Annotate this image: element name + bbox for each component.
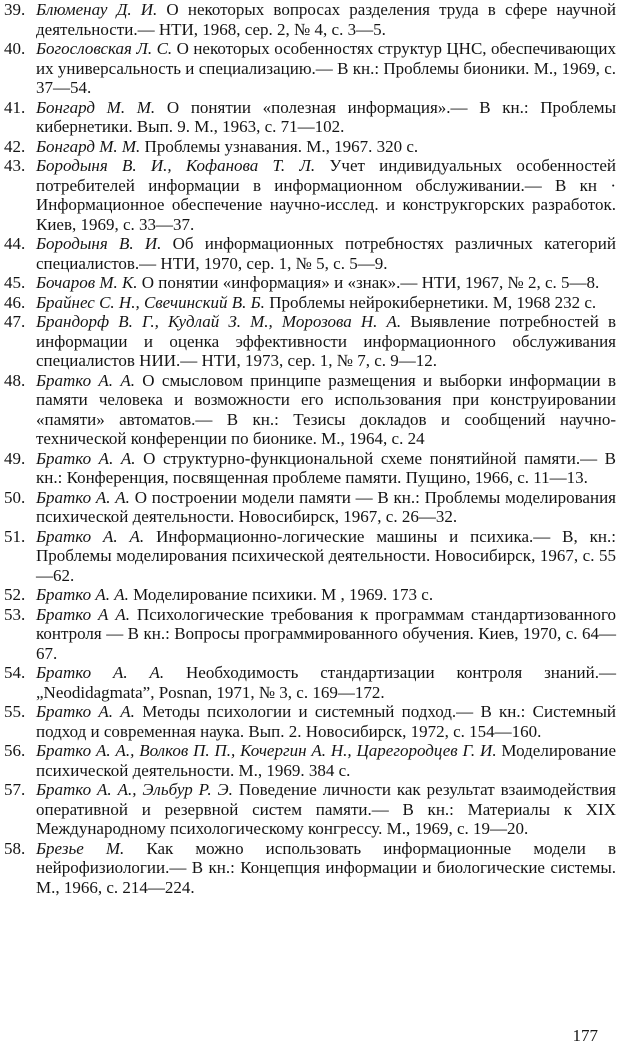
entry-author: Блюменау Д. И.: [36, 0, 158, 19]
bibliography-entry: [4, 39, 616, 98]
entry-text: Информационно-логические машины и психика.— В, кн.: Проблемы моделирования психической деятельности. Новосибирск, 1967, с. 55—62.: [36, 526, 616, 585]
entry-number: 51.: [4, 526, 26, 546]
bibliography-entry: [4, 98, 616, 137]
bibliography-entry: [4, 702, 616, 741]
bibliography-entry: [4, 449, 616, 488]
entry-author: Братко А. А.: [36, 585, 129, 604]
entry-text: Проблемы нейрокибернетики. М, 1968 232 с.: [264, 292, 597, 312]
entry-text: Выявление потребностей в информации и оценка эффективности информационного обслуживания специалистов НИИ.— НТИ, 1973, сер. 1, № 7, с. 9—12.: [36, 312, 616, 370]
bibliography-entry: [4, 234, 616, 273]
entry-text: О понятии «информация» и «знак».— НТИ, 1967, № 2, с. 5—8.: [137, 273, 600, 292]
entry-number: 57.: [4, 780, 26, 799]
bibliography-entry: [4, 605, 616, 664]
bibliography-entry: [4, 663, 616, 702]
entry-text: Необходимость стандартизации контроля знаний.— „Neodidagmata”, Posnan, 1971, № 3, с. 169—172.: [36, 663, 616, 702]
entry-author: Братко А. А.: [36, 487, 130, 507]
bibliography-entry: [4, 273, 616, 293]
entry-author: Бонгард М. М.: [36, 97, 156, 117]
entry-author: Братко А. А.: [36, 448, 136, 468]
entry-number: 49.: [4, 448, 26, 468]
entry-author: Братко А А.: [36, 604, 130, 624]
entry-number: 53.: [4, 604, 26, 624]
entry-text: Об информационных потребностях различных категорий специалистов.— НТИ, 1970, сер. 1, № 5, с. 5—9.: [36, 234, 616, 273]
entry-number: 50.: [4, 487, 26, 507]
entry-text: Проблемы узнавания. М., 1967. 320 с.: [140, 136, 419, 156]
bibliography-entry: [4, 137, 616, 157]
entry-number: 56.: [4, 741, 26, 760]
entry-number: 39.: [4, 0, 26, 19]
entry-number: 40.: [4, 39, 26, 58]
entry-text: О некоторых особенностях структур ЦНС, обеспечивающих их универсальность и специализацию.— В кн.: Проблемы бионики. М., 1969, с. 37—54.: [36, 39, 617, 97]
entry-author: Брандорф В. Г., Кудлай З. М., Морозова Н. А.: [36, 312, 402, 331]
bibliography-entry: [4, 780, 616, 839]
entry-author: Бородыня В. И.: [36, 234, 162, 253]
bibliography-entry: [4, 488, 616, 527]
entry-text: Учет индивидуальных особенностей потребителей информации в информационном обслуживании.— В кн · Информационное обеспечение научно-исслед. и конструкгорских разработок. Киев, 1969, с. 33—37.: [36, 156, 616, 234]
page-number: 177: [572, 1026, 598, 1045]
entry-number: 54.: [4, 663, 26, 682]
entry-author: Братко А. А.: [36, 370, 135, 390]
entry-author: Братко А. А.: [36, 702, 135, 721]
bibliography-entry: [4, 585, 616, 605]
entry-text: Моделирование психики. М , 1969. 173 с.: [128, 585, 434, 604]
entry-number: 47.: [4, 312, 26, 331]
entry-number: 55.: [4, 702, 26, 721]
entry-text: Поведение личности как результат взаимодействия оперативной и резервной систем памяти.— В кн.: Материалы к XIX Международному психологическому конгрессу. М., 1969, с. 19—20.: [36, 780, 616, 838]
bibliography-list: [4, 0, 616, 897]
entry-number: 45.: [4, 273, 26, 292]
bibliography-entry: [4, 0, 616, 39]
entry-number: 58.: [4, 838, 26, 858]
entry-text: Психологические требования к программам стандартизованного контроля — В кн.: Вопросы программированного обучения. Киев, 1970, с. 64—67.: [36, 604, 616, 663]
entry-author: Бонгард М. М.: [36, 136, 141, 156]
entry-text: О понятии «полезная информация».— В кн.: Проблемы кибернетики. Вып. 9. М., 1963, с. 71—102.: [36, 97, 616, 136]
bibliography-entry: [4, 312, 616, 371]
bibliography-entry: [4, 156, 616, 234]
entry-number: 46.: [4, 292, 26, 312]
entry-text: Методы психологии и системный подход.— В кн.: Системный подход и современная наука. Вып. 2. Новосибирск, 1972, с. 154—160.: [36, 702, 616, 741]
entry-text: О некоторых вопросах разделения труда в сфере научной деятельности.— НТИ, 1968, сер. 2, № 4, с. 3—5.: [36, 0, 616, 39]
entry-text: О смысловом принципе размещения и выборки информации в памяти человека и возможности его использования при конструировании «памяти» автоматов.— В кн.: Тезисы докладов и сообщений научно-технической конференции по бионике. М., 1964, с. 24: [36, 370, 616, 448]
bibliography-entry: [4, 839, 616, 898]
entry-author: Богословская Л. С.: [36, 39, 173, 58]
bibliography-entry: [4, 371, 616, 449]
entry-number: 48.: [4, 370, 26, 390]
entry-author: Брезье М.: [36, 838, 125, 858]
entry-number: 43.: [4, 156, 26, 175]
entry-author: Братко А. А., Эльбур Р. Э.: [36, 780, 233, 799]
entry-author: Бочаров М. К.: [36, 273, 138, 292]
entry-author: Братко А. А.: [36, 663, 165, 682]
entry-number: 44.: [4, 234, 26, 253]
entry-number: 41.: [4, 97, 26, 117]
entry-number: 52.: [4, 585, 26, 604]
bibliography-entry: [4, 293, 616, 313]
entry-author: Бородыня В. И., Кофанова Т. Л.: [36, 156, 316, 175]
entry-number: 42.: [4, 136, 26, 156]
entry-text: Как можно использовать информационные модели в нейрофизиологии.— В кн.: Концепция информации и биологические системы. М., 1966, с. 214—224.: [36, 838, 616, 897]
entry-text: О построении модели памяти — В кн.: Проблемы моделирования психической деятельности. Новосибирск, 1967, с. 26—32.: [36, 487, 616, 526]
entry-author: Братко А. А., Волков П. П., Кочергин А. Н., Царегородцев Г. И.: [36, 741, 497, 760]
entry-text: Моделирование психической деятельности. М., 1969. 384 с.: [36, 741, 616, 780]
entry-author: Братко А. А.: [36, 526, 145, 546]
bibliography-entry: [4, 741, 616, 780]
entry-text: О структурно-функциональной схеме понятийной памяти.— В кн.: Конференция, посвященная проблеме памяти. Пущино, 1966, с. 11—13.: [36, 448, 616, 487]
entry-author: Брайнес С. Н., Свечинский В. Б.: [36, 292, 265, 312]
bibliography-entry: [4, 527, 616, 586]
